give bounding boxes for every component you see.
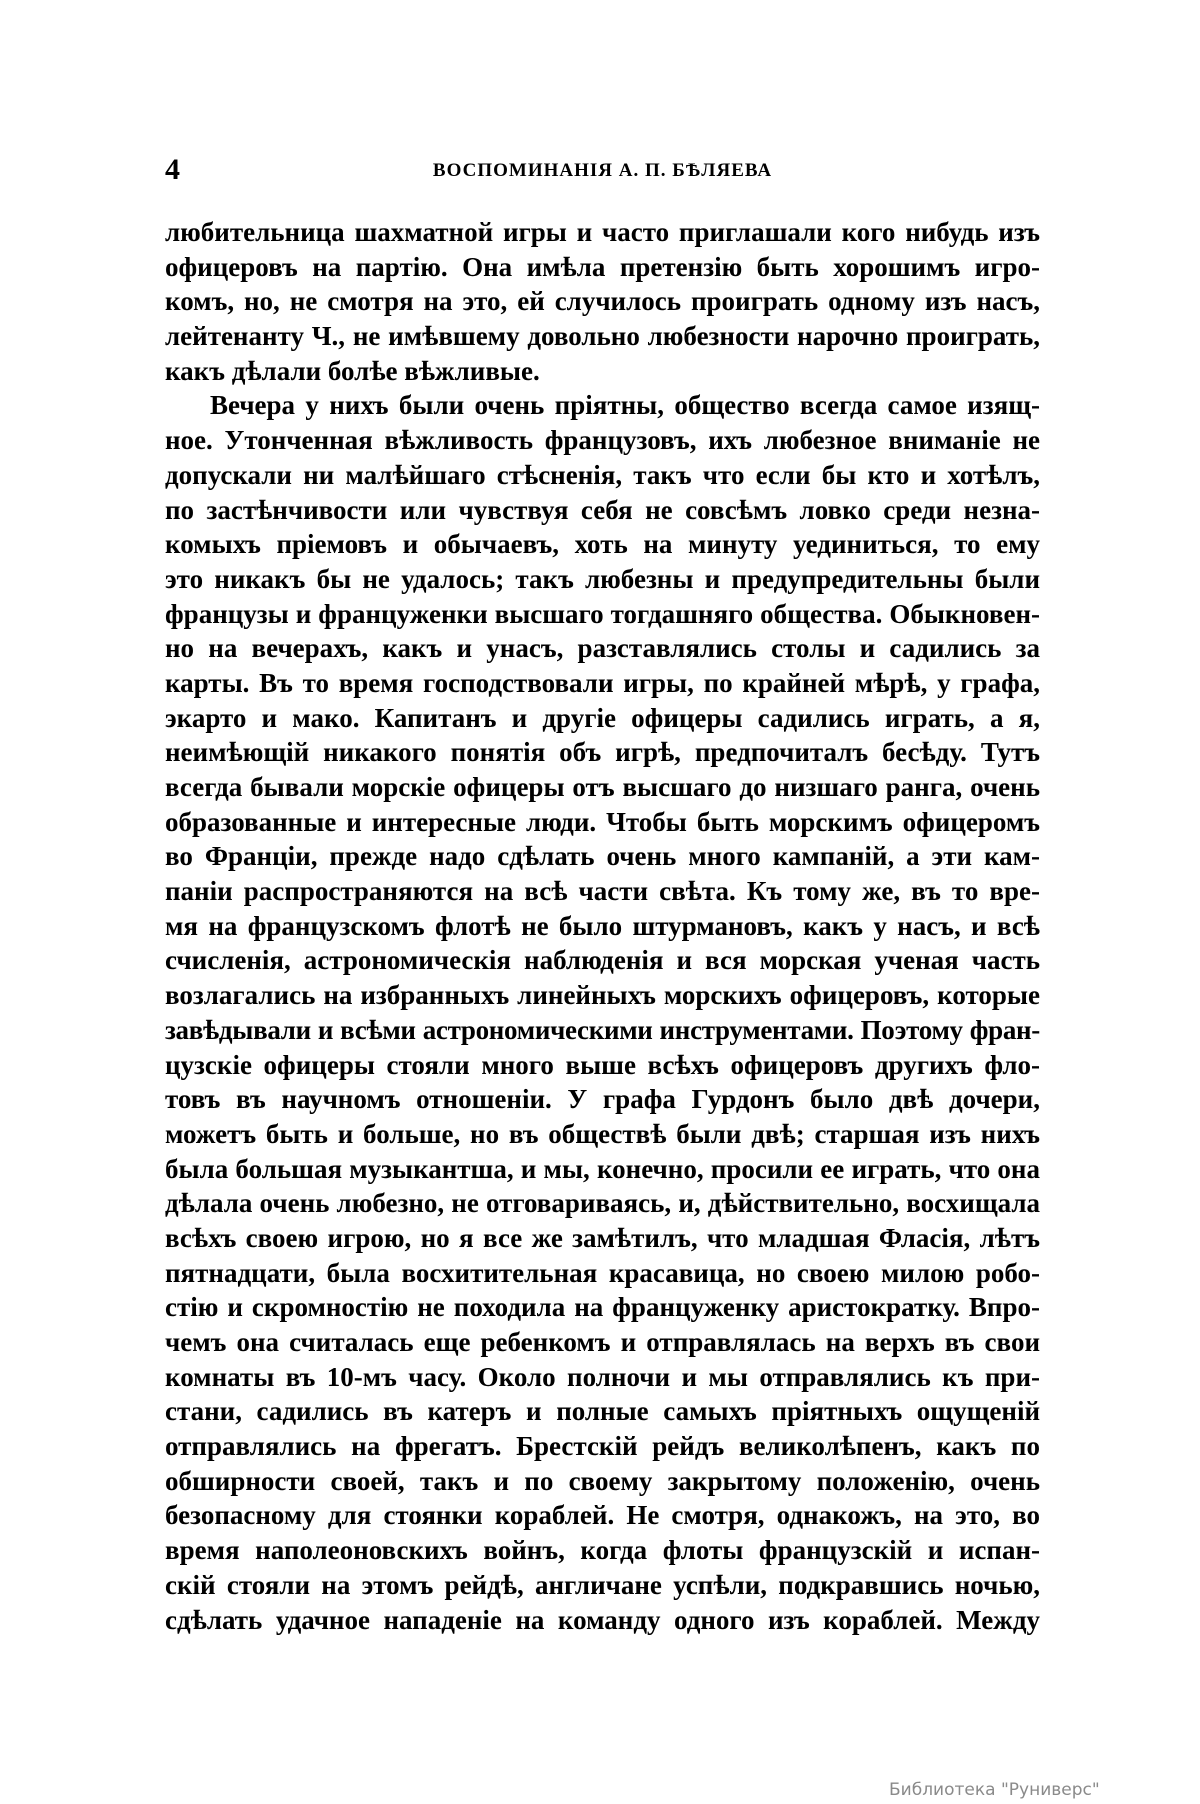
text-line: безопасному для стоянки кораблей. Не смотря, однакожъ, на это, во: [165, 1500, 1040, 1531]
text-line: чемъ она считалась еще ребенкомъ и отправлялась на верхъ въ свои: [165, 1327, 1040, 1357]
running-title: ВОСПОМИНАНІЯ А. П. БѢЛЯЕВА: [432, 160, 773, 181]
text-line: отправлялись на фрегатъ. Брестскій рейдъ великолѣпенъ, какъ по: [165, 1431, 1040, 1462]
library-watermark: Библиотека "Руниверс": [889, 1780, 1100, 1800]
text-line: комъ, но, не смотря на это, ей случилось проиграть одному изъ насъ,: [165, 286, 1040, 317]
text-line: пятнадцати, была восхитительная красавица, но своею милою робо-: [165, 1257, 1040, 1288]
text-line: любительница шахматной игры и часто приглашали кого нибудь изъ: [165, 217, 1040, 247]
text-line: французы и француженки высшаго тогдашняго общества. Обыкновен-: [165, 598, 1040, 629]
text-line: допускали ни малѣйшаго стѣсненія, такъ что если бы кто и хотѣлъ,: [165, 459, 1040, 490]
text-line: стію и скромностію не походила на француженку аристократку. Впро-: [165, 1292, 1040, 1323]
body-text: [165, 215, 1040, 1637]
text-line: лейтенанту Ч., не имѣвшему довольно любезности нарочно проиграть,: [165, 321, 1040, 352]
text-line: была большая музыкантша, и мы, конечно, просили ее играть, что она: [165, 1153, 1040, 1184]
text-line: обширности своей, такъ и по своему закрытому положенію, очень: [165, 1465, 1040, 1496]
text-line: во Франціи, прежде надо сдѣлать очень много кампаній, а эти кам-: [165, 841, 1040, 872]
text-line: Вечера у нихъ были очень пріятны, общество всегда самое изящ-: [210, 390, 1040, 421]
text-line: это никакъ бы не удалось; такъ любезны и предупредительны были: [165, 563, 1040, 594]
page-number: 4: [165, 153, 180, 186]
text-line: паніи распространяются на всѣ части свѣта. Къ тому же, въ то вре-: [165, 876, 1040, 907]
text-line: комыхъ пріемовъ и обычаевъ, хоть на минуту уединиться, то ему: [165, 529, 1040, 560]
text-line: сдѣлать удачное нападеніе на команду одного изъ кораблей. Между: [165, 1604, 1040, 1635]
text-line: можетъ быть и больше, но въ обществѣ были двѣ; старшая изъ нихъ: [165, 1118, 1040, 1149]
text-line: карты. Въ то время господствовали игры, по крайней мѣрѣ, у графа,: [165, 667, 1040, 698]
text-line: мя на французскомъ флотѣ не было штурмановъ, какъ у насъ, и всѣ: [165, 910, 1040, 941]
text-line: счисленія, астрономическія наблюденія и вся морская ученая часть: [165, 945, 1040, 976]
text-line: образованные и интересные люди. Чтобы быть морскимъ офицеромъ: [165, 806, 1040, 837]
text-line: ное. Утонченная вѣжливость французовъ, ихъ любезное вниманіе не: [165, 425, 1040, 456]
text-line: по застѣнчивости или чувствуя себя не совсѣмъ ловко среди незна-: [165, 494, 1040, 525]
text-line: завѣдывали и всѣми астрономическими инструментами. Поэтому фран-: [165, 1014, 1040, 1045]
text-line: но на вечерахъ, какъ и унасъ, разставлялись столы и садились за: [165, 633, 1040, 664]
text-line: всѣхъ своею игрою, но я все же замѣтилъ, что младшая Фласія, лѣтъ: [165, 1222, 1040, 1253]
text-line: стани, садились въ катеръ и полные самыхъ пріятныхъ ощущеній: [165, 1396, 1040, 1427]
text-line: неимѣющій никакого понятія объ игрѣ, предпочиталъ бесѣду. Тутъ: [165, 737, 1040, 768]
text-line: цузскіе офицеры стояли много выше всѣхъ офицеровъ другихъ фло-: [165, 1049, 1040, 1080]
text-line: время наполеоновскихъ войнъ, когда флоты французскій и испан-: [165, 1535, 1040, 1566]
text-line: всегда бывали морскіе офицеры отъ высшаго до низшаго ранга, очень: [165, 772, 1040, 802]
text-line: офицеровъ на партію. Она имѣла претензію быть хорошимъ игро-: [165, 251, 1040, 282]
text-line: дѣлала очень любезно, не отговариваясь, и, дѣйствительно, восхищала: [165, 1188, 1040, 1219]
text-line: комнаты въ 10-мъ часу. Около полночи и мы отправлялись къ при-: [165, 1361, 1040, 1392]
text-line: товъ въ научномъ отношеніи. У графа Гурдонъ было двѣ дочери,: [165, 1084, 1040, 1115]
text-line: экарто и мако. Капитанъ и другіе офицеры садились играть, а я,: [165, 702, 1040, 733]
text-line: скій стояли на этомъ рейдѣ, англичане успѣли, подкравшись ночью,: [165, 1569, 1040, 1600]
running-header: [165, 152, 1040, 188]
text-line: какъ дѣлали болѣе вѣжливые.: [165, 355, 540, 386]
text-line: возлагались на избранныхъ линейныхъ морскихъ офицеровъ, которые: [165, 980, 1040, 1011]
